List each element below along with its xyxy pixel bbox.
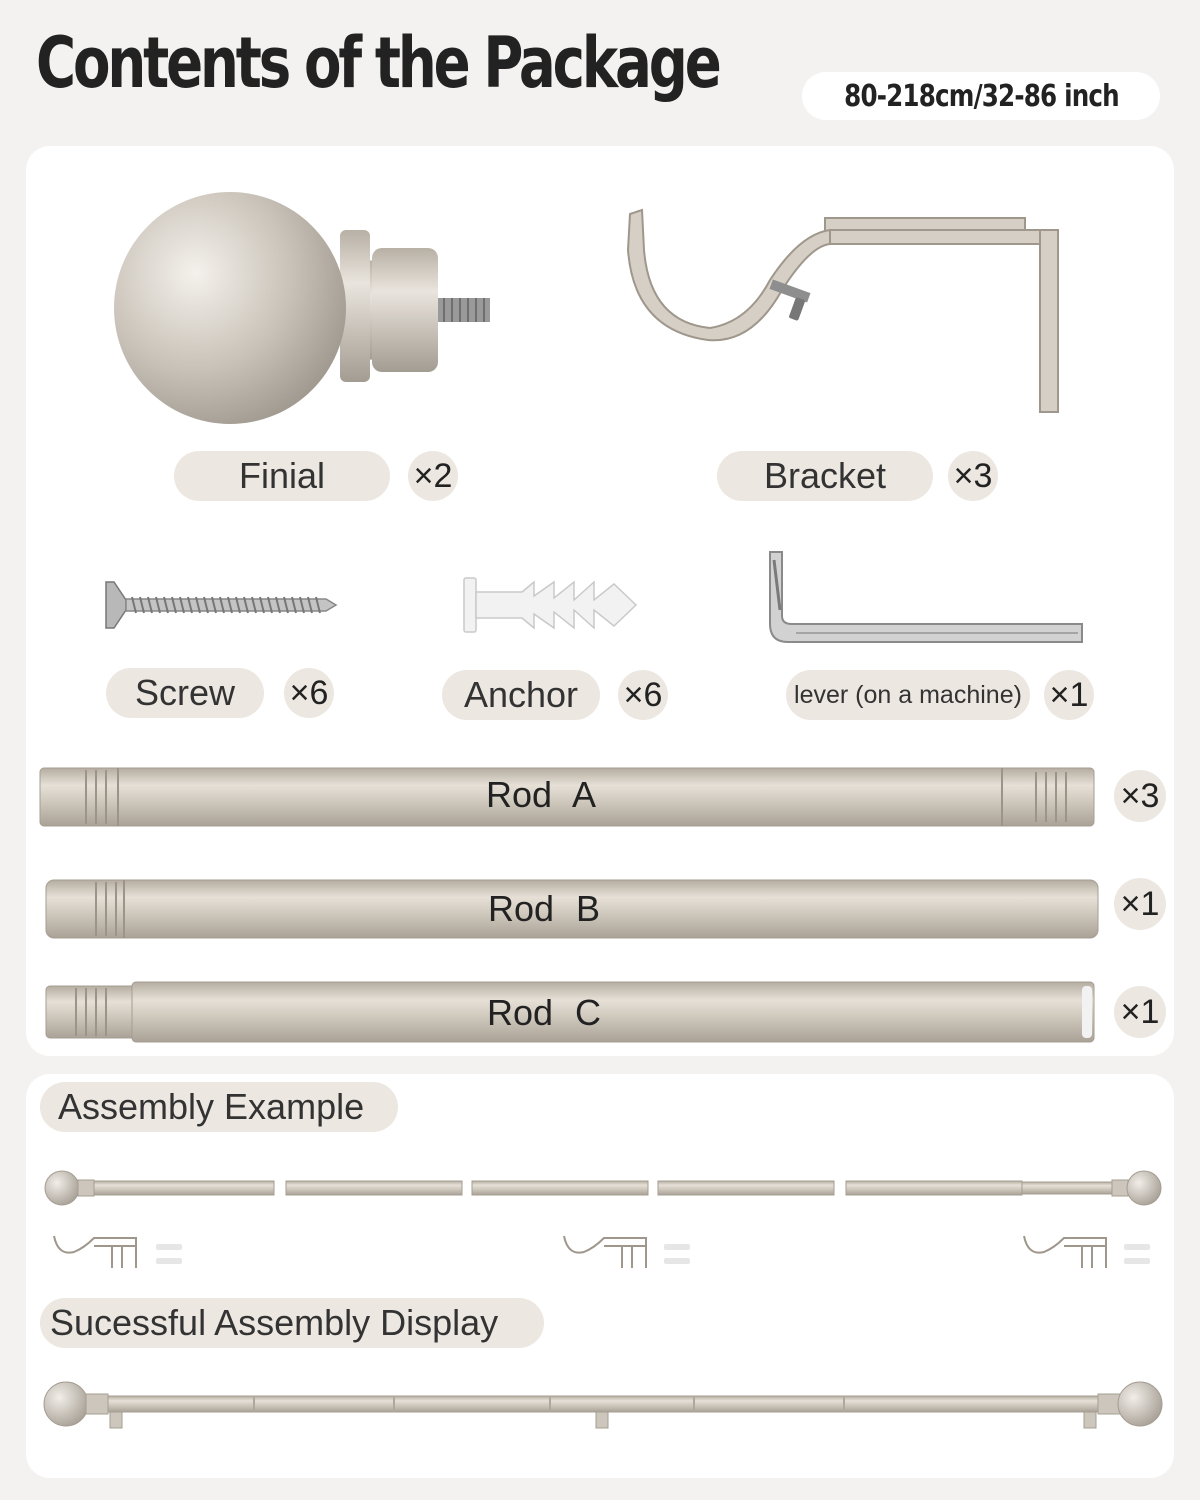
anchor-image xyxy=(462,574,642,636)
bracket-label xyxy=(717,451,933,501)
rod-a-label: Rod A xyxy=(486,774,597,815)
screw-qty: ×6 xyxy=(284,668,334,718)
lever-image xyxy=(766,550,1084,646)
size-range-text: 80-218cm/32-86 inch xyxy=(843,78,1119,114)
assembly-display-text: Sucessful Assembly Display xyxy=(50,1302,499,1343)
screw-label xyxy=(106,668,264,718)
finial-label xyxy=(174,451,390,501)
rod-b-label: Rod B xyxy=(488,888,601,929)
finial-qty: ×2 xyxy=(408,451,458,501)
size-range-badge xyxy=(802,72,1160,120)
assembled-rod-image xyxy=(44,1380,1164,1430)
rod-a-qty: ×3 xyxy=(1114,770,1166,822)
anchor-label-text: Anchor xyxy=(463,674,579,715)
anchor-label xyxy=(442,670,600,720)
finial-image xyxy=(110,190,500,430)
assembly-example-text: Assembly Example xyxy=(58,1086,365,1127)
rod-b-qty: ×1 xyxy=(1114,878,1166,930)
anchor-qty: ×6 xyxy=(618,670,668,720)
assembly-display-label xyxy=(40,1298,544,1348)
lever-label xyxy=(786,670,1030,720)
bracket-qty: ×3 xyxy=(948,451,998,501)
bracket-image xyxy=(620,210,1065,415)
rod-c-qty: ×1 xyxy=(1114,986,1166,1038)
assembly-example-image xyxy=(44,1166,1164,1272)
lever-label-text: lever (on a machine) xyxy=(794,680,1022,709)
finial-label-text: Finial xyxy=(238,455,326,496)
lever-qty: ×1 xyxy=(1044,670,1094,720)
page-title: Contents of the Package xyxy=(36,22,719,104)
screw-label-text: Screw xyxy=(134,672,236,713)
rod-c-label: Rod C xyxy=(487,992,602,1033)
assembly-example-label xyxy=(40,1082,398,1132)
screw-image xyxy=(104,580,340,630)
bracket-label-text: Bracket xyxy=(763,455,887,496)
